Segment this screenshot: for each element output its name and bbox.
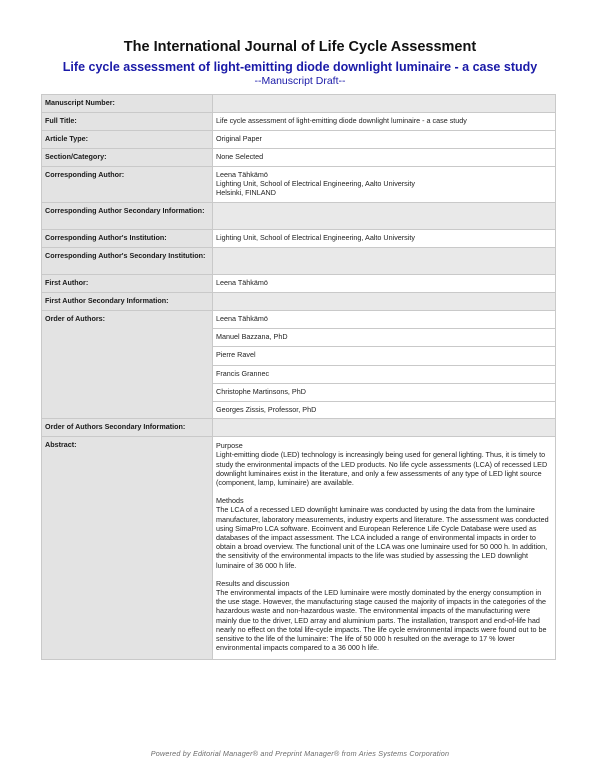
field-label: Corresponding Author Secondary Information:: [42, 203, 213, 230]
results-heading: Results and discussion: [216, 578, 290, 588]
field-label: Corresponding Author's Institution:: [42, 230, 213, 248]
row-abstract: [42, 437, 556, 660]
field-label: Order of Authors Secondary Information:: [42, 419, 213, 437]
field-value: [213, 167, 556, 203]
field-label: Order of Authors:: [42, 311, 213, 419]
purpose-body: Light-emitting diode (LED) technology is increasingly being used for general lighting. Thus, it is timely to study the environmental impacts of the LED products. No life cycle assessments (LCA) of recessed LED downlight luminaires exist in the literature, and only a few assessments of any type of LED light source (component, lamp, luminaire) are available.: [216, 450, 548, 488]
field-value: None Selected: [213, 149, 556, 167]
field-value: Original Paper: [213, 131, 556, 149]
field-label: Abstract:: [42, 437, 213, 660]
field-value: [213, 248, 556, 275]
field-label: Article Type:: [42, 131, 213, 149]
author-list: [213, 311, 556, 419]
field-label: Section/Category:: [42, 149, 213, 167]
article-title: Life cycle assessment of light-emitting diode downlight luminaire - a case study: [62, 60, 538, 74]
field-value: Lighting Unit, School of Electrical Engineering, Aalto University: [213, 230, 556, 248]
abstract-text: [213, 437, 556, 660]
row-corresponding-institution: [42, 230, 556, 248]
author-affiliation: Lighting Unit, School of Electrical Engineering, Aalto University: [216, 179, 415, 189]
field-label: First Author Secondary Information:: [42, 293, 213, 311]
field-value: Leena Tähkämö: [213, 275, 556, 293]
row-order-secondary: [42, 419, 556, 437]
field-value: [213, 95, 556, 113]
field-label: Corresponding Author:: [42, 167, 213, 203]
field-value: [213, 203, 556, 230]
page-footer: Powered by Editorial Manager® and Preprint Manager® from Aries Systems Corporation: [150, 749, 450, 758]
row-full-title: [42, 113, 556, 131]
field-value: [213, 419, 556, 437]
methods-heading: Methods: [216, 496, 244, 506]
row-order-of-authors: [42, 311, 556, 419]
manuscript-metadata-table: [41, 94, 556, 660]
results-body: The environmental impacts of the LED luminaire were mostly dominated by the energy consumption in the use stage. However, the manufacturing stage caused the majority of impacts in the categories of the hazardous waste and non-hazardous waste. The environmental impacts of the manufacturing were mainly due to the driver, LED array and aluminium parts. The installation, transport and end-of-life had nearly no effect on the total life-cycle impacts. The life cycle environmental impacts were found out to be sensitive to the life of the luminaire: The life of 50 000 h resulted on the average to 17 % lower environmental impacts compared to a 36 000 h life.: [216, 588, 547, 653]
row-section: [42, 149, 556, 167]
abstract-results: [216, 579, 552, 653]
field-label: Corresponding Author's Secondary Institution:: [42, 248, 213, 275]
author-location: Helsinki, FINLAND: [216, 188, 276, 198]
field-value: [213, 293, 556, 311]
field-label: Manuscript Number:: [42, 95, 213, 113]
purpose-heading: Purpose: [216, 441, 243, 451]
author-name: Leena Tähkämö: [216, 170, 268, 179]
page-header: [0, 38, 600, 87]
row-corresponding-secondary: [42, 203, 556, 230]
field-value: Life cycle assessment of light-emitting diode downlight luminaire - a case study: [213, 113, 556, 131]
row-first-author-secondary: [42, 293, 556, 311]
row-corresponding-secondary-institution: [42, 248, 556, 275]
field-label: Full Title:: [42, 113, 213, 131]
draft-note: --Manuscript Draft--: [254, 75, 346, 87]
abstract-methods: [216, 496, 552, 570]
row-manuscript-number: [42, 95, 556, 113]
author-entry: Manuel Bazzana, PhD: [213, 329, 555, 347]
author-entry: Francis Grannec: [213, 366, 555, 384]
author-entry: Georges Zissis, Professor, PhD: [216, 405, 317, 415]
journal-title: The International Journal of Life Cycle Assessment: [123, 39, 477, 55]
author-entry: Pierre Ravel: [213, 347, 555, 365]
abstract-purpose: [216, 441, 552, 487]
methods-body: The LCA of a recessed LED downlight luminaire was conducted by using the data from the luminaire manufacturer, laboratory measurements, industry experts and literature. The assessment was conducted using SimaPro LCA software. Ecoinvent and European Reference Life Cycle Database were used as databases of the impact assessment. The LCA included a range of environmental impacts in order to obtain a broad overview. The functional unit of the LCA was one luminaire used for 50 000 h. In addition, the sensitivity of the environmental impacts to the life was studied by assessing the LED downlight luminaire of 36 000 h life.: [216, 505, 549, 570]
row-first-author: [42, 275, 556, 293]
row-article-type: [42, 131, 556, 149]
field-label: First Author:: [42, 275, 213, 293]
author-entry: Leena Tähkämö: [213, 314, 555, 329]
row-corresponding-author: [42, 167, 556, 203]
author-entry: Christophe Martinsons, PhD: [213, 384, 555, 402]
